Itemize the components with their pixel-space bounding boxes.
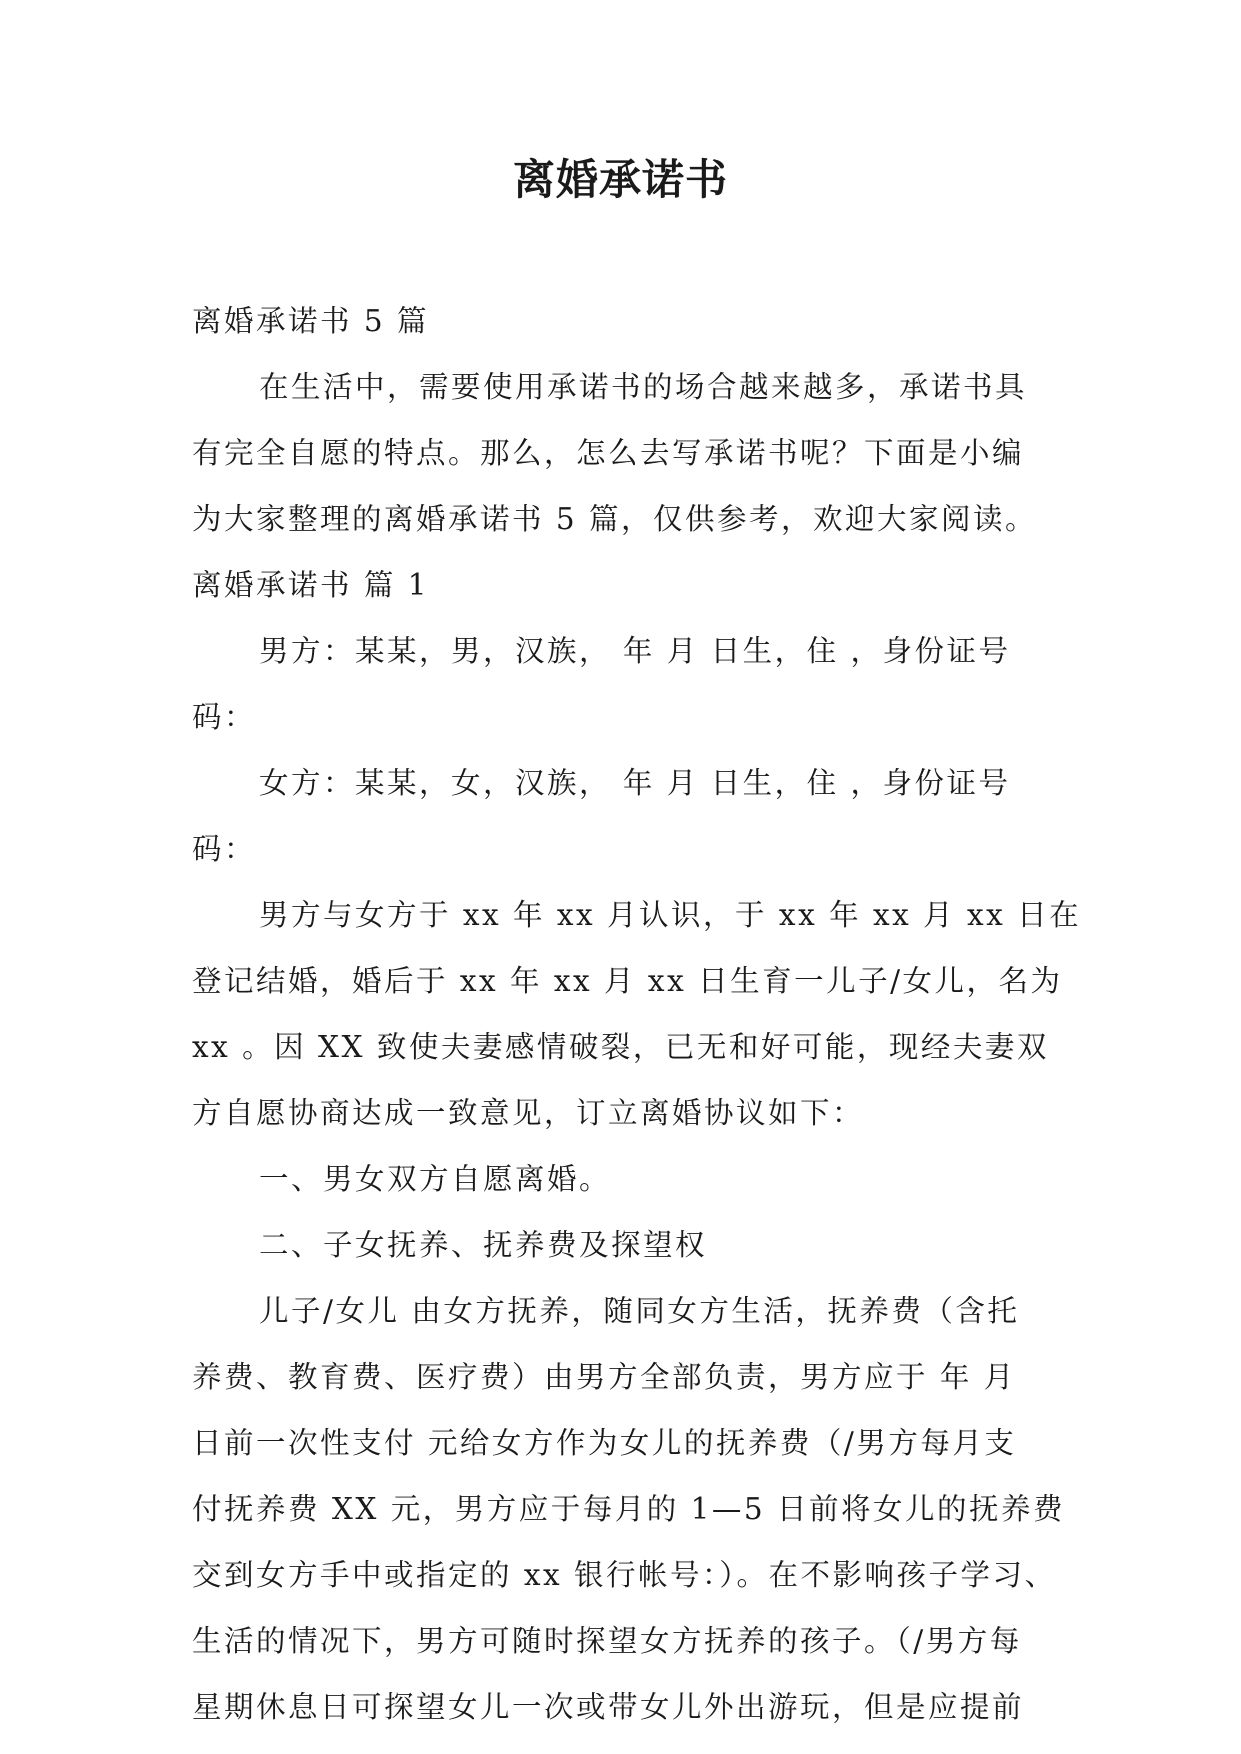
text-line: xx 。因 XX 致使夫妻感情破裂，已无和好可能，现经夫妻双 <box>192 1030 1049 1064</box>
document-body <box>192 288 1082 1740</box>
text-line: 离婚承诺书 篇 1 <box>192 568 430 602</box>
text-line: 日前一次性支付 元给女方作为女儿的抚养费（/男方每月支 <box>192 1426 1017 1460</box>
text-line: 为大家整理的离婚承诺书 5 篇，仅供参考，欢迎大家阅读。 <box>192 502 1038 536</box>
text-line: 登记结婚，婚后于 xx 年 xx 月 xx 日生育一儿子/女儿，名为 <box>192 964 1063 998</box>
text-line: 付抚养费 XX 元，男方应于每月的 1—5 日前将女儿的抚养费 <box>192 1492 1066 1526</box>
text-line: 方自愿协商达成一致意见，订立离婚协议如下： <box>192 1096 865 1130</box>
text-line: 一、男女双方自愿离婚。 <box>259 1162 612 1196</box>
text-line: 养费、教育费、医疗费）由男方全部负责，男方应于 年 月 <box>192 1360 1016 1394</box>
text-line: 离婚承诺书 5 篇 <box>192 304 430 338</box>
document-title: 离婚承诺书 <box>512 155 728 204</box>
text-line: 有完全自愿的特点。那么，怎么去写承诺书呢？下面是小编 <box>192 436 1025 470</box>
text-line: 二、子女抚养、抚养费及探望权 <box>259 1228 708 1262</box>
text-line: 男方：某某，男，汉族， 年 月 日生，住 ，身份证号 <box>259 634 1011 668</box>
text-line: 码： <box>192 700 257 734</box>
text-line: 儿子/女儿 由女方抚养，随同女方生活，抚养费（含托 <box>259 1294 1020 1328</box>
text-line: 码： <box>192 832 257 866</box>
text-line: 男方与女方于 xx 年 xx 月认识，于 xx 年 xx 月 xx 日在 <box>259 898 1082 932</box>
text-line: 交到女方手中或指定的 xx 银行帐号：）。在不影响孩子学习、 <box>192 1558 1057 1592</box>
text-line: 女方：某某，女，汉族， 年 月 日生，住 ，身份证号 <box>259 766 1011 800</box>
text-line: 生活的情况下，男方可随时探望女方抚养的孩子。（/男方每 <box>192 1624 1022 1658</box>
text-line: 在生活中，需要使用承诺书的场合越来越多，承诺书具 <box>259 370 1028 404</box>
text-line: 星期休息日可探望女儿一次或带女儿外出游玩，但是应提前 <box>192 1690 1025 1724</box>
